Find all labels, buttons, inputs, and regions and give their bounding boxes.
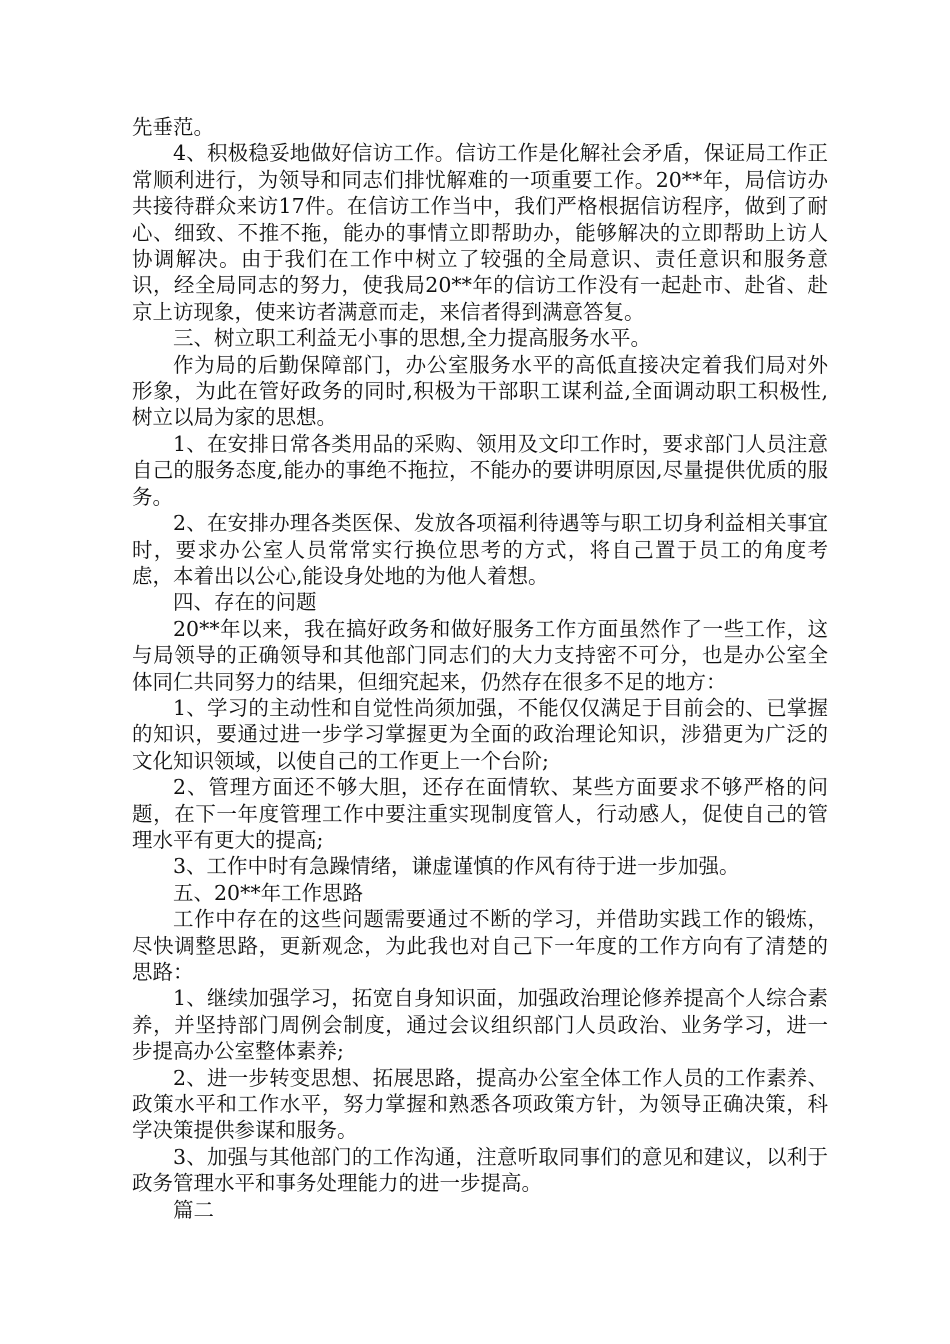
paragraph-plan-2: 2、进一步转变思想、拓展思路，提高办公室全体工作人员的工作素养、政策水平和工作水平，努力掌握和熟悉各项政策方针，为领导正确决策，科学决策提供参谋和服务。 — [132, 1065, 828, 1143]
paragraph-problem-3: 3、工作中时有急躁情绪，谦虚谨慎的作风有待于进一步加强。 — [173, 854, 740, 879]
paragraph-problem-1: 1、学习的主动性和自觉性尚须加强，不能仅仅满足于目前会的、已掌握的知识，要通过进一步学习掌握更为全面的政治理论知识，涉猎更为广泛的文化知识领域，以使自己的工作更上一个台阶; — [132, 695, 828, 773]
section-heading-4: 四、存在的问题 — [173, 590, 317, 615]
paragraph-service-intro: 作为局的后勤保障部门，办公室服务水平的高低直接决定着我们局对外形象，为此在管好政务的同时,积极为干部职工谋利益,全面调动职工积极性,树立以局为家的思想。 — [132, 352, 828, 430]
paragraph-plan-intro: 工作中存在的这些问题需要通过不断的学习，并借助实践工作的锻炼，尽快调整思路，更新观念，为此我也对自己下一年度的工作方向有了清楚的思路： — [132, 907, 828, 984]
paragraph-service-item-1: 1、在安排日常各类用品的采购、领用及文印工作时，要求部门人员注意自己的服务态度,能办的事绝不拖拉，不能办的要讲明原因,尽量提供优质的服务。 — [132, 431, 828, 509]
document-body — [132, 114, 828, 1223]
paragraph-service-item-2: 2、在安排办理各类医保、发放各项福利待遇等与职工切身利益相关事宜时，要求办公室人员常常实行换位思考的方式，将自己置于员工的角度考虑，本着出以公心,能设身处地的为他人着想。 — [132, 511, 828, 588]
paragraph-problems-intro: 20**年以来，我在搞好政务和做好服务工作方面虽然作了一些工作，这与局领导的正确领导和其他部门同志们的大力支持密不可分，也是办公室全体同仁共同努力的结果，但细究起来，仍然存在很多不足的地方： — [132, 616, 828, 694]
paragraph-continuation: 先垂范。 — [132, 115, 214, 139]
section-heading-3: 三、树立职工利益无小事的思想,全力提高服务水平。 — [173, 326, 652, 351]
paragraph-plan-1: 1、继续加强学习，拓宽自身知识面，加强政治理论修养提高个人综合素养，并坚持部门周例会制度，通过会议组织部门人员政治、业务学习，进一步提高办公室整体素养; — [132, 986, 828, 1064]
paragraph-plan-3: 3、加强与其他部门的工作沟通，注意听取同事们的意见和建议，以利于政务管理水平和事务处理能力的进一步提高。 — [132, 1144, 828, 1196]
paragraph-item-4-petitions: 4、积极稳妥地做好信访工作。信访工作是化解社会矛盾，保证局工作正常顺利进行，为领导和同志们排忧解难的一项重要工作。20**年，局信访办共接待群众来访17件。在信访工作当中，我们严格根据信访程序，做到了耐心、细致、不推不拖，能办的事情立即帮助办，能够解决的立即帮助上访人协调解决。由于我们在工作中树立了较强的全局意识、责任意识和服务意识，经全局同志的努力，使我局20**年的信访工作没有一起赴市、赴省、赴京上访现象，使来访者满意而走，来信者得到满意答复。 — [132, 141, 828, 324]
paragraph-problem-2: 2、管理方面还不够大胆，还存在面情软、某些方面要求不够严格的问题，在下一年度管理工作中要注重实现制度管人，行动感人，促使自己的管理水平有更大的提高; — [132, 775, 828, 852]
section-heading-5: 五、20**年工作思路 — [173, 880, 364, 905]
part-two-heading: 篇二 — [173, 1197, 214, 1222]
